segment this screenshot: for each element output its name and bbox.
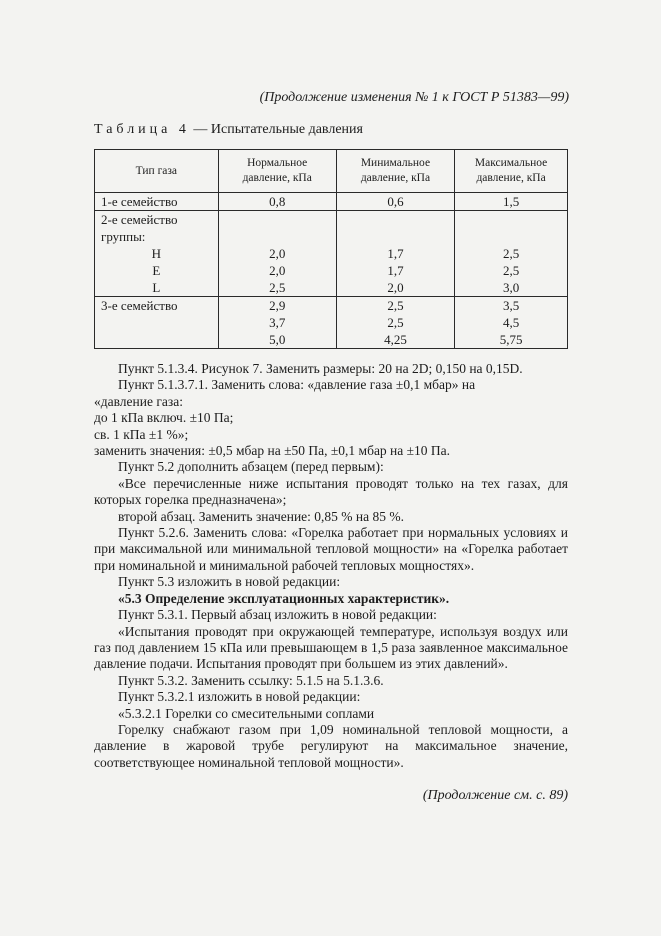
family1-min: 0,6 xyxy=(336,193,454,211)
paragraph: Пункт 5.3.2.1 изложить в новой редакции: xyxy=(118,689,361,705)
family2-cell xyxy=(95,211,219,297)
family2-groups-label: группы: xyxy=(101,229,146,244)
paragraph: второй абзац. Заменить значение: 0,85 % на 85 %. xyxy=(118,508,405,524)
paragraph: Пункт 5.3.1. Первый абзац изложить в новой редакции: xyxy=(118,607,437,623)
family1-normal: 0,8 xyxy=(218,193,336,211)
value: 3,7 xyxy=(269,315,286,330)
header-gas-type: Тип газа xyxy=(95,150,219,193)
paragraph: «давление газа: xyxy=(94,393,183,409)
group-max: 2,5 xyxy=(502,263,520,278)
paragraph: Пункт 5.2 дополнить абзацем (перед первым): xyxy=(118,459,384,475)
value: 5,75 xyxy=(499,332,523,347)
page-footer: (Продолжение см. с. 89) xyxy=(422,788,568,803)
body-text xyxy=(94,361,568,771)
header-normal-pressure: Нормальное давление, кПа xyxy=(218,150,336,193)
paragraph: до 1 кПа включ. ±10 Па; xyxy=(94,410,234,426)
group-normal: 2,5 xyxy=(269,280,286,295)
family1-max: 1,5 xyxy=(455,193,568,211)
value: 2,5 xyxy=(387,298,404,313)
paragraph: Пункт 5.3 изложить в новой редакции: xyxy=(118,574,341,590)
pressure-table xyxy=(94,149,568,349)
family3-normal xyxy=(218,297,336,349)
group-min: 1,7 xyxy=(387,246,404,261)
table-row xyxy=(95,297,568,349)
group-max: 2,5 xyxy=(502,246,520,261)
group-normal: 2,0 xyxy=(269,263,286,278)
table-row xyxy=(95,211,568,297)
value: 2,9 xyxy=(269,298,286,313)
header-min-pressure: Минимальное давление, кПа xyxy=(336,150,454,193)
value: 4,5 xyxy=(502,315,520,330)
family3-min xyxy=(336,297,454,349)
value: 2,5 xyxy=(387,315,404,330)
group-name: H xyxy=(151,246,162,261)
paragraph: Пункт 5.2.6. Заменить слова: «Горелка работает при нормальных условиях и при максимальной или минимальной тепловой мощности» на «Горелка работает при номинальной и минимальной рабочей тепловых мощностях». xyxy=(94,525,568,573)
family3-max xyxy=(455,297,568,349)
group-normal: 2,0 xyxy=(269,246,286,261)
table-header-row xyxy=(95,150,568,193)
family2-label: 2-е семейство xyxy=(101,212,178,227)
table-title-caption: — Испытательные давления xyxy=(189,122,363,137)
paragraph: Пункт 5.1.3.4. Рисунок 7. Заменить размеры: 20 на 2D; 0,150 на 0,15D. xyxy=(118,361,523,376)
value: 5,0 xyxy=(269,332,286,347)
value: 4,25 xyxy=(384,332,407,347)
table-title-label: Таблица 4 xyxy=(94,122,190,137)
family2-max xyxy=(455,211,568,297)
group-min: 2,0 xyxy=(387,280,404,295)
paragraph: Пункт 5.3.2. Заменить ссылку: 5.1.5 на 5.1.3.6. xyxy=(118,672,384,688)
group-max: 3,0 xyxy=(502,280,520,295)
paragraph: «Испытания проводят при окружающей температуре, используя воздух или газ под давлением 15 кПа или превышающем в 1,5 раза заявленное максимальное давление подачи. Испытания проводят при большем из этих давлений». xyxy=(94,623,568,672)
paragraph: Горелку снабжают газом при 1,09 номинальной тепловой мощности, а давление в жаровой трубе регулируют на максимальное значение, соответствующее номинальной тепловой мощности». xyxy=(94,721,568,770)
page-header: (Продолжение изменения № 1 к ГОСТ Р 51383—99) xyxy=(259,90,569,105)
section-heading: «5.3 Определение эксплуатационных характеристик». xyxy=(118,590,450,606)
group-min: 1,7 xyxy=(387,263,404,278)
value: 3,5 xyxy=(502,298,520,313)
header-max-pressure: Максимальное давление, кПа xyxy=(455,150,568,193)
group-name: E xyxy=(152,263,161,278)
paragraph: св. 1 кПа ±1 %»; xyxy=(94,426,189,442)
table-title xyxy=(94,122,363,138)
paragraph: Пункт 5.1.3.7.1. Заменить слова: «давление газа ±0,1 мбар» на xyxy=(118,377,476,393)
family2-normal xyxy=(218,211,336,297)
group-name: L xyxy=(152,280,161,295)
family2-min xyxy=(336,211,454,297)
family1-label: 1-е семейство xyxy=(95,193,219,211)
family3-label: 3-е семейство xyxy=(95,297,219,349)
paragraph: «Все перечисленные ниже испытания проводят только на тех газах, для которых горелка предназначена»; xyxy=(94,475,568,508)
paragraph: «5.3.2.1 Горелки со смесительными соплами xyxy=(118,705,375,721)
paragraph: заменить значения: ±0,5 мбар на ±50 Па, ±0,1 мбар на ±10 Па. xyxy=(94,443,451,459)
table-row xyxy=(95,193,568,211)
